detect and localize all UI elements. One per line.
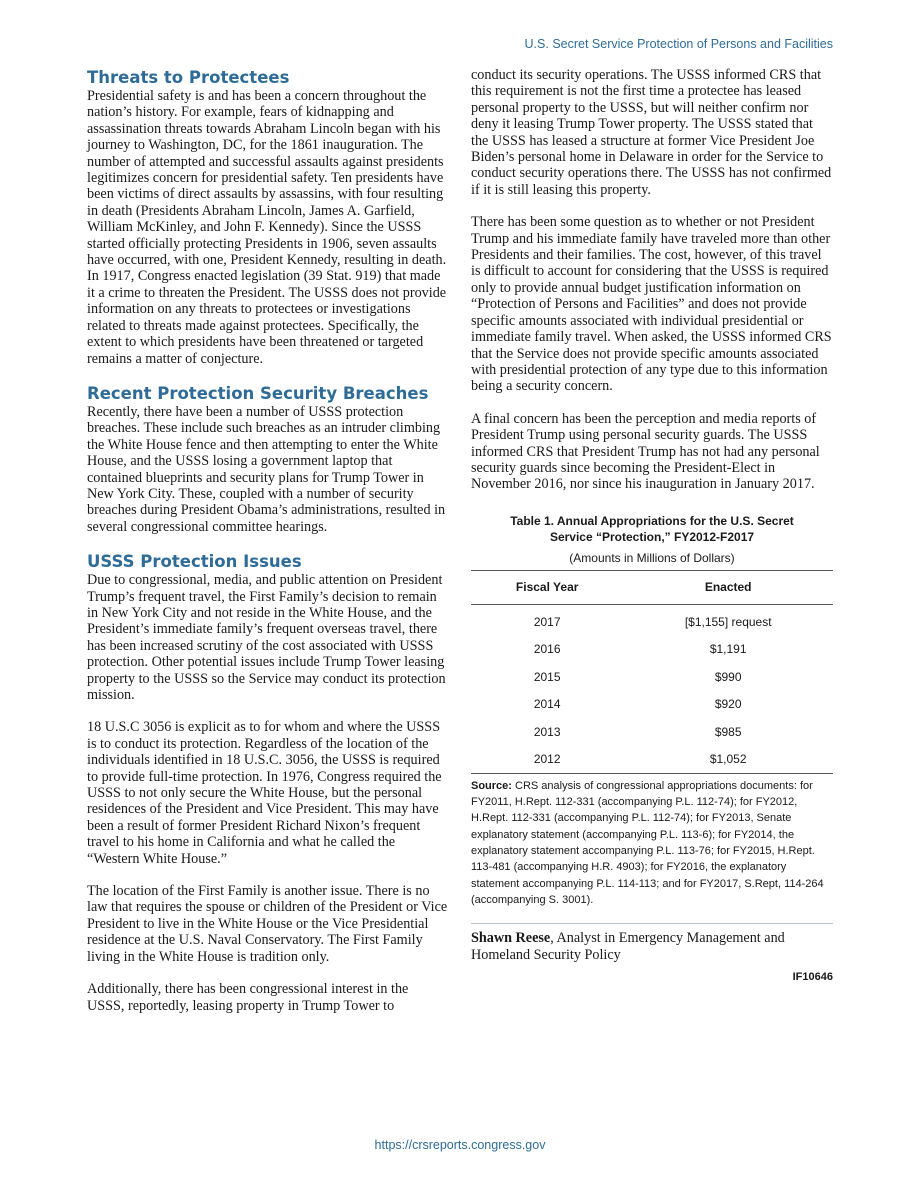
- column-header-fiscal-year: Fiscal Year: [471, 570, 623, 604]
- threats-heading: Threats to Protectees: [87, 68, 290, 87]
- column-header-enacted: Enacted: [623, 570, 833, 604]
- table-row: [471, 718, 833, 746]
- issues-paragraph-3: The location of the First Family is another issue. There is no law that requires the spouse or children of the President or Vice President to live in the White House or the Vice Presidential residence at the U.S. Naval Conservatory. The First Family living in the White House is tradition only.: [87, 883, 448, 965]
- table-subtitle: (Amounts in Millions of Dollars): [569, 550, 735, 565]
- issues-paragraph-4: Additionally, there has been congressional interest in the USSS, reportedly, leasing property in Trump Tower to: [87, 981, 409, 1014]
- enacted-cell: $1,191: [709, 642, 747, 656]
- source-text: CRS analysis of congressional appropriations documents: for FY2011, H.Rept. 112-331 (accompanying P.L. 112-74); for FY2012, H.Rept. 112-331 (accompanying P.L. 112-74); for FY2013, Senate explanatory statement (accompanying P.L. 113-6); for FY2014, the explanatory statement accompanying P.L. 113-76; for FY2015, H.Rept. 113-481 (accompanying H.R. 4903); for FY2016, the explanatory statement accompanying P.L. 114-113; and for FY2017, S.Rept, 114-264 (accompanying S. 3001).: [471, 779, 824, 906]
- fiscal-year-cell: 2016: [533, 642, 561, 656]
- threats-paragraph: Presidential safety is and has been a concern throughout the nation’s history. For example, fears of kidnapping and assassination threats towards Abraham Lincoln began with his journey to Washington, DC, for the 1861 inauguration. The number of attempted and successful assaults against presidents legitimizes concern for presidential safety. Ten presidents have been victims of direct assaults by assassins, with four resulting in death (Presidents Abraham Lincoln, James A. Garfield, William McKinley, and John F. Kennedy). Since the USSS started officially protecting Presidents in 1906, seven assaults have occurred, with one, President Kennedy, resulting in death. In 1917, Congress enacted legislation (39 Stat. 919) that made it a crime to threaten the President. The USSS does not provide information on any threats to protectees or investigations related to threats made against protectees. Specifically, the extent to which presidents have been threatened or targeted remains a matter of conjecture.: [87, 88, 447, 367]
- table-title: [471, 513, 833, 545]
- footer-url-link[interactable]: https://crsreports.congress.gov: [374, 1138, 546, 1152]
- issues-heading: USSS Protection Issues: [87, 552, 302, 572]
- table-row: [471, 635, 833, 663]
- author-name: Shawn Reese: [471, 930, 551, 947]
- fiscal-year-cell: 2013: [533, 724, 561, 739]
- product-id: IF10646: [792, 971, 833, 984]
- continued-paragraph-2: There has been some question as to whether or not President Trump and his immediate family have traveled more than other Presidents and their families. The cost, however, of this travel is difficult to account for considering that the USSS is required only to provide annual budget justification information on “Protection of Persons and Facilities” and does not provide specific amounts associated with individual presidential or immediate family travel. When asked, the USSS informed CRS that the Service does not provide specific amounts associated with presidential protection of any type due to this information being a security concern.: [471, 214, 832, 395]
- fiscal-year-cell: 2012: [471, 745, 623, 773]
- fiscal-year-cell: 2015: [533, 669, 561, 684]
- fiscal-year-cell: 2017: [533, 614, 561, 629]
- table-row: [471, 745, 833, 773]
- table-row: [471, 690, 833, 718]
- enacted-cell: $990: [714, 669, 742, 684]
- table-row: [471, 604, 833, 635]
- source-label: Source:: [471, 779, 512, 792]
- table-title-line-2: Service “Protection,” FY2012-F2017: [549, 529, 755, 544]
- enacted-cell: $920: [714, 697, 742, 711]
- breaches-heading: Recent Protection Security Breaches: [87, 383, 429, 403]
- fiscal-year-cell: 2014: [533, 697, 561, 711]
- table-row: [471, 663, 833, 691]
- table-source-note: [471, 778, 833, 908]
- running-header-title: U.S. Secret Service Protection of Persons and Facilities: [524, 37, 833, 51]
- author-block: [471, 923, 833, 964]
- enacted-cell: $985: [714, 724, 742, 739]
- enacted-cell: $1,052: [623, 745, 833, 773]
- continued-paragraph-3: A final concern has been the perception and media reports of President Trump using personal security guards. The USSS informed CRS that President Trump has not had any personal security guards since becoming the President-Elect in November 2016, nor since his inauguration in January 2017.: [471, 410, 820, 493]
- table-title-line-1: Table 1. Annual Appropriations for the U.S. Secret: [510, 513, 794, 528]
- right-column: [471, 67, 833, 983]
- left-column: [87, 67, 449, 1014]
- table-header-row: [471, 570, 833, 604]
- appropriations-table: [471, 570, 833, 774]
- issues-paragraph-1: Due to congressional, media, and public attention on President Trump’s frequent travel, the First Family’s decision to remain in New York City and not reside in the White House, and the President’s immediate family’s frequent overseas travel, there has been increased scrutiny of the cost associated with USSS protection. Other potential issues include Trump Tower leasing property to the USSS so the Service may conduct its protection mission.: [87, 572, 446, 703]
- enacted-cell: [$1,155] request: [684, 614, 772, 629]
- author-title: , Analyst in Emergency Management and Homeland Security Policy: [471, 930, 785, 964]
- issues-paragraph-2: 18 U.S.C 3056 is explicit as to for whom and where the USSS is to conduct its protection. Regardless of the location of the individuals identified in 18 U.S.C. 3056, the USSS is required to provide full-time protection. In 1976, Congress required the USSS to not only secure the White House, but the personal residences of the President and Vice President. This may have been a result of former President Richard Nixon’s frequent travel to his home in California and what he called the “Western White House.”: [87, 719, 442, 867]
- continued-paragraph-1: conduct its security operations. The USSS informed CRS that this requirement is not the first time a protectee has leased personal property to the USSS, but will neither confirm nor deny it leasing Trump Tower property. The USSS stated that the USSS has leased a structure at former Vice President Joe Biden’s personal home in Delaware in order for the Service to conduct security operations there. The USSS has not confirmed if it is still leasing this property.: [471, 67, 832, 198]
- breaches-paragraph: Recently, there have been a number of USSS protection breaches. These include such breaches as an intruder climbing the White House fence and then attempting to enter the White House, and the USSS losing a government laptop that contained blueprints and security plans for Trump Tower in New York City. These, coupled with a number of security breaches during President Obama’s administrations, resulted in several congressional committee hearings.: [87, 403, 446, 535]
